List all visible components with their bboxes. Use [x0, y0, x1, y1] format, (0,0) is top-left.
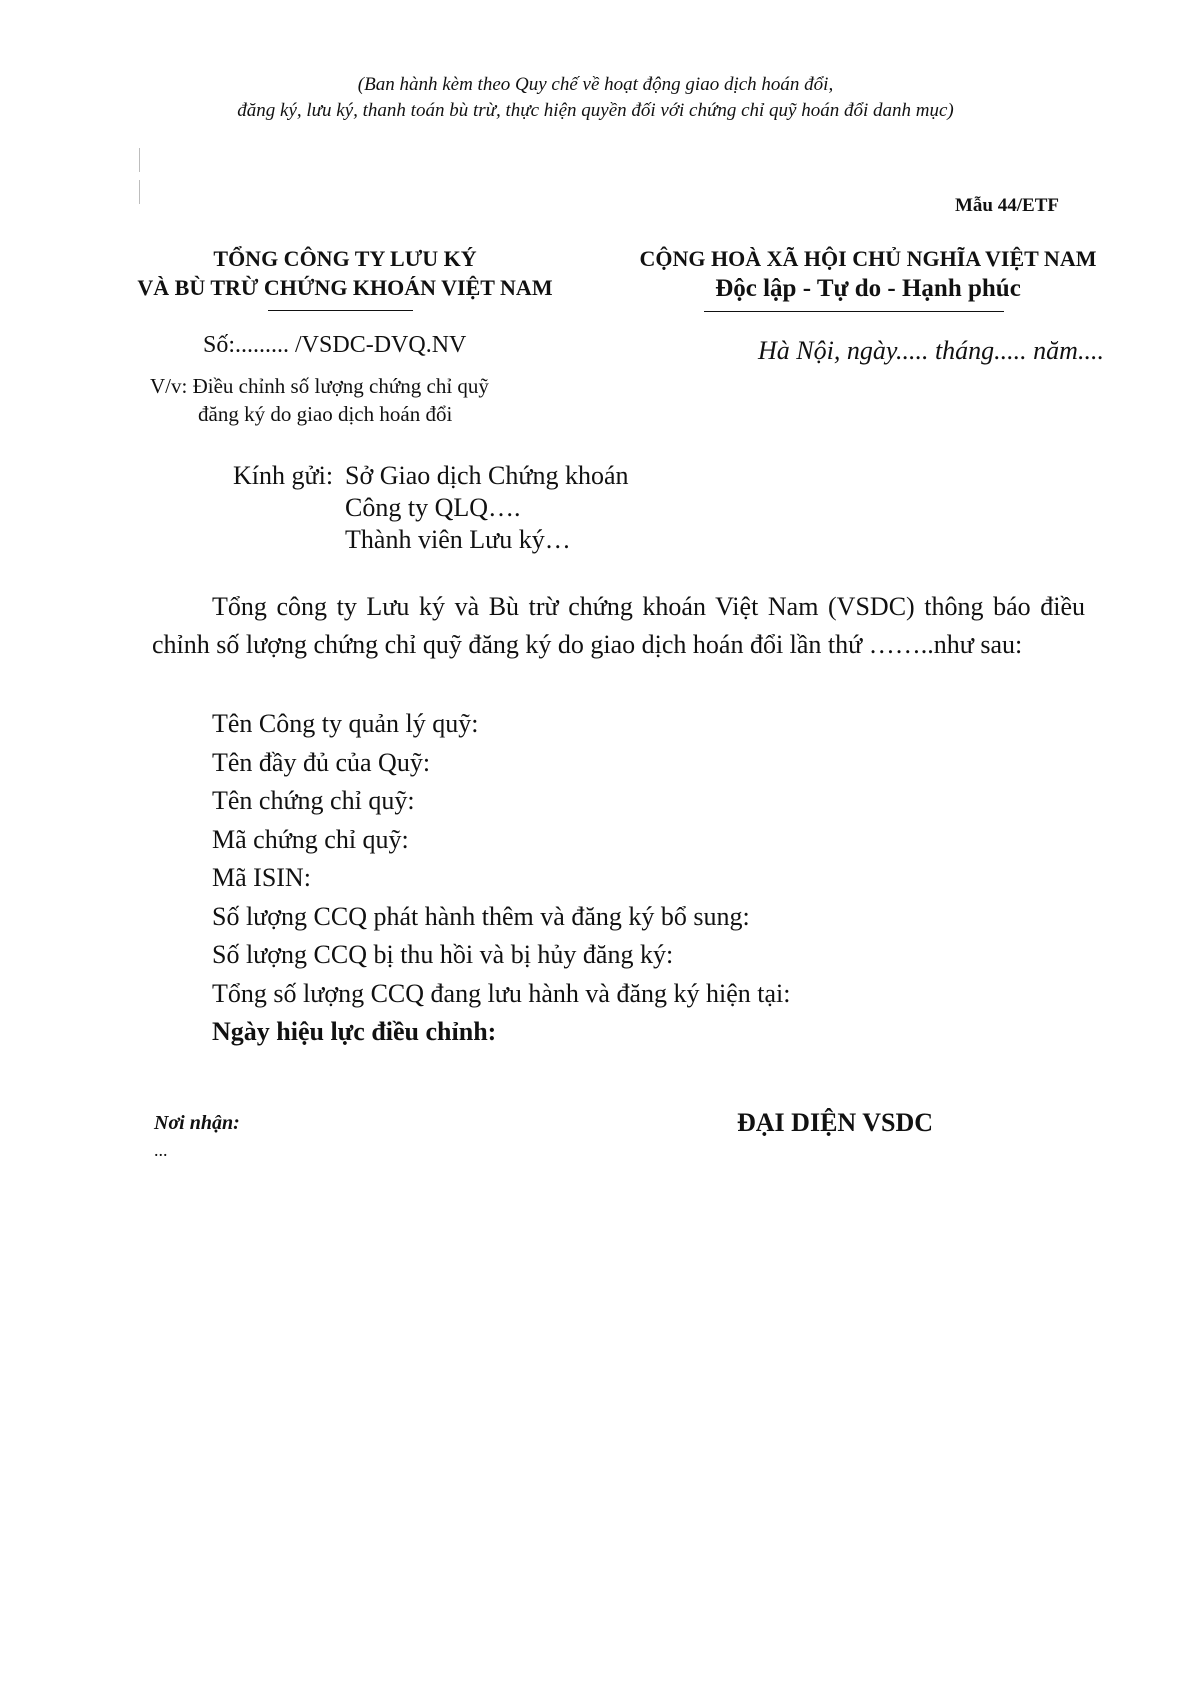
recipient-item: Công ty QLQ…. — [345, 493, 521, 522]
field-list — [212, 705, 790, 1052]
organization-line-1: TỔNG CÔNG TY LƯU KÝ — [213, 246, 477, 271]
signer-title: ĐẠI DIỆN VSDC — [737, 1108, 934, 1137]
field-additional-issued: Số lượng CCQ phát hành thêm và đăng ký bổ sung: — [212, 901, 750, 931]
national-motto — [608, 244, 1128, 305]
field-fund-manager: Tên Công ty quản lý quỹ: — [212, 709, 479, 738]
organization-line-2: VÀ BÙ TRỪ CHỨNG KHOÁN VIỆT NAM — [137, 275, 553, 300]
margin-mark — [139, 180, 140, 204]
regulation-note-line-2: đăng ký, lưu ký, thanh toán bù trừ, thực hiện quyền đối với chứng chỉ quỹ hoán đổi danh mục) — [237, 100, 954, 121]
organization-underline — [268, 310, 413, 311]
regulation-note — [0, 72, 1191, 124]
form-code: Mẫu 44/ETF — [955, 195, 1059, 216]
nation-name: CỘNG HOÀ XÃ HỘI CHỦ NGHĨA VIỆT NAM — [639, 246, 1097, 271]
document-number: Số:......... /VSDC-DVQ.NV — [203, 332, 467, 358]
regulation-note-line-1: (Ban hành kèm theo Quy chế về hoạt động giao dịch hoán đổi, — [357, 74, 834, 95]
subject-line-1: V/v: Điều chỉnh số lượng chứng chỉ quỹ — [150, 374, 489, 398]
motto-underline — [704, 311, 1004, 312]
receivers-label: Nơi nhận: — [154, 1112, 240, 1134]
place-date: Hà Nội, ngày..... tháng..... năm.... — [758, 336, 1104, 365]
margin-mark — [139, 148, 140, 172]
motto: Độc lập - Tự do - Hạnh phúc — [715, 275, 1021, 302]
subject — [150, 372, 489, 428]
organization-name — [110, 244, 580, 302]
intro-text: Tổng công ty Lưu ký và Bù trừ chứng khoán Việt Nam (VSDC) thông báo điều chỉnh số lượng chứng chỉ quỹ đăng ký do giao dịch hoán đổi lần thứ ……..như sau: — [152, 592, 1085, 659]
field-effective-date: Ngày hiệu lực điều chỉnh: — [212, 1017, 497, 1046]
field-certificate-name: Tên chứng chỉ quỹ: — [212, 786, 415, 815]
intro-paragraph — [152, 588, 1085, 664]
subject-line-2: đăng ký do giao dịch hoán đổi — [198, 402, 453, 426]
field-total-outstanding: Tổng số lượng CCQ đang lưu hành và đăng ký hiện tại: — [212, 978, 791, 1008]
recipients — [233, 460, 629, 556]
field-isin: Mã ISIN: — [212, 863, 311, 892]
receivers-value: ... — [154, 1140, 168, 1160]
field-certificate-code: Mã chứng chỉ quỹ: — [212, 824, 409, 854]
recipients-label: Kính gửi: — [233, 461, 334, 490]
field-fund-full-name: Tên đầy đủ của Quỹ: — [212, 747, 431, 777]
recipient-item: Sở Giao dịch Chứng khoán — [345, 461, 629, 490]
field-revoked: Số lượng CCQ bị thu hồi và bị hủy đăng ký: — [212, 940, 674, 969]
recipient-item: Thành viên Lưu ký… — [345, 525, 571, 554]
